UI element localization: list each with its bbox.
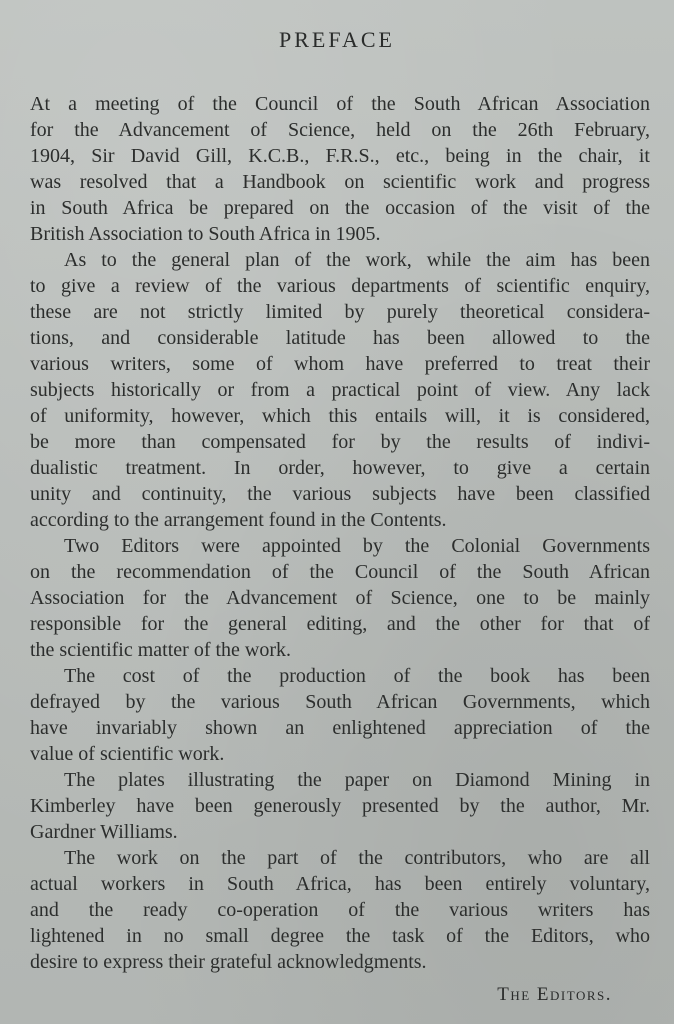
text-line: Association for the Advancement of Science, one to be mainly — [30, 587, 650, 609]
text-line: British Association to South Africa in 1905. — [30, 223, 381, 245]
text-line: desire to express their grateful acknowledgments. — [30, 951, 427, 973]
text-line: 1904, Sir David Gill, K.C.B., F.R.S., etc., being in the chair, it — [30, 145, 650, 167]
text-line: As to the general plan of the work, while the aim has been — [64, 249, 650, 271]
text-line: unity and continuity, the various subjects have been classified — [30, 483, 650, 505]
text-line: responsible for the general editing, and the other for that of — [30, 613, 650, 635]
text-line: was resolved that a Handbook on scientific work and progress — [30, 171, 650, 193]
text-line: to give a review of the various departments of scientific enquiry, — [30, 275, 650, 297]
text-line: At a meeting of the Council of the South African Association — [30, 93, 650, 115]
text-line: dualistic treatment. In order, however, to give a certain — [30, 457, 650, 479]
text-line: tions, and considerable latitude has been allowed to the — [30, 327, 650, 349]
text-line: The work on the part of the contributors, who are all — [64, 847, 650, 869]
text-line: in South Africa be prepared on the occasion of the visit of the — [30, 197, 650, 219]
preface-body — [30, 91, 650, 975]
text-line: actual workers in South Africa, has been entirely voluntary, — [30, 873, 650, 895]
text-line: these are not strictly limited by purely theoretical considera- — [30, 301, 650, 323]
text-line: the scientific matter of the work. — [30, 639, 292, 661]
text-line: Two Editors were appointed by the Colonial Governments — [64, 535, 650, 557]
text-line: be more than compensated for by the results of indivi- — [30, 431, 650, 453]
text-line: and the ready co-operation of the various writers has — [30, 899, 650, 921]
text-line: have invariably shown an enlightened appreciation of the — [30, 717, 650, 739]
text-line: on the recommendation of the Council of the South African — [30, 561, 650, 583]
text-line: lightened in no small degree the task of the Editors, who — [30, 925, 650, 947]
text-line: The plates illustrating the paper on Diamond Mining in — [64, 769, 650, 791]
text-line: Gardner Williams. — [30, 821, 178, 843]
text-line: various writers, some of whom have preferred to treat their — [30, 353, 650, 375]
page-title: PREFACE — [279, 27, 395, 52]
text-line: of uniformity, however, which this entails will, it is considered, — [30, 405, 650, 427]
text-line: for the Advancement of Science, held on the 26th February, — [30, 119, 650, 141]
text-line: value of scientific work. — [30, 743, 225, 765]
signature: The Editors. — [497, 984, 612, 1005]
text-line: Kimberley have been generously presented by the author, Mr. — [30, 795, 650, 817]
text-line: The cost of the production of the book has been — [64, 665, 650, 687]
text-line: defrayed by the various South African Governments, which — [30, 691, 650, 713]
text-line: according to the arrangement found in the Contents. — [30, 509, 447, 531]
text-line: subjects historically or from a practical point of view. Any lack — [30, 379, 650, 401]
